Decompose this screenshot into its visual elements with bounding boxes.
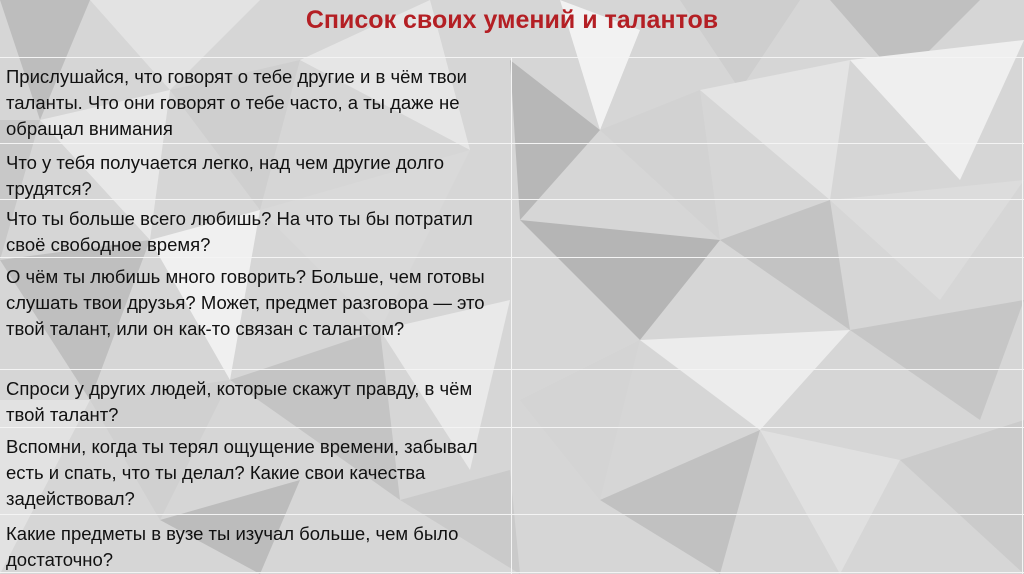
slide-title: Список своих умений и талантов xyxy=(305,6,719,34)
table-row xyxy=(0,258,511,369)
row-divider xyxy=(0,572,1024,573)
question-text: Спроси у других людей, которые скажут правду, в чём твой талант? xyxy=(6,378,473,425)
table-row xyxy=(0,515,511,572)
table-row xyxy=(0,200,511,257)
table-right-border xyxy=(1022,57,1023,574)
question-text: Прислушайся, что говорят о тебе другие и в чём твои таланты. Что они говорят о тебе часто, а ты даже не обращал внимания xyxy=(6,66,467,139)
question-text: Что у тебя получается легко, над чем другие долго трудятся? xyxy=(6,152,444,199)
question-text: Какие предметы в вузе ты изучал больше, чем было достаточно? xyxy=(6,523,459,570)
table-row xyxy=(0,370,511,427)
table-row xyxy=(0,428,511,514)
table-row xyxy=(0,58,511,143)
table-row xyxy=(0,144,511,199)
column-divider xyxy=(511,57,512,574)
talents-table xyxy=(0,57,1024,574)
question-text: О чём ты любишь много говорить? Больше, чем готовы слушать твои друзья? Может, предмет разговора — это твой талант, или он как-то связан с талантом? xyxy=(6,266,485,339)
question-text: Что ты больше всего любишь? На что ты бы потратил своё свободное время? xyxy=(6,208,473,255)
question-text: Вспомни, когда ты терял ощущение времени, забывал есть и спать, что ты делал? Какие свои качества задействовал? xyxy=(6,436,478,509)
